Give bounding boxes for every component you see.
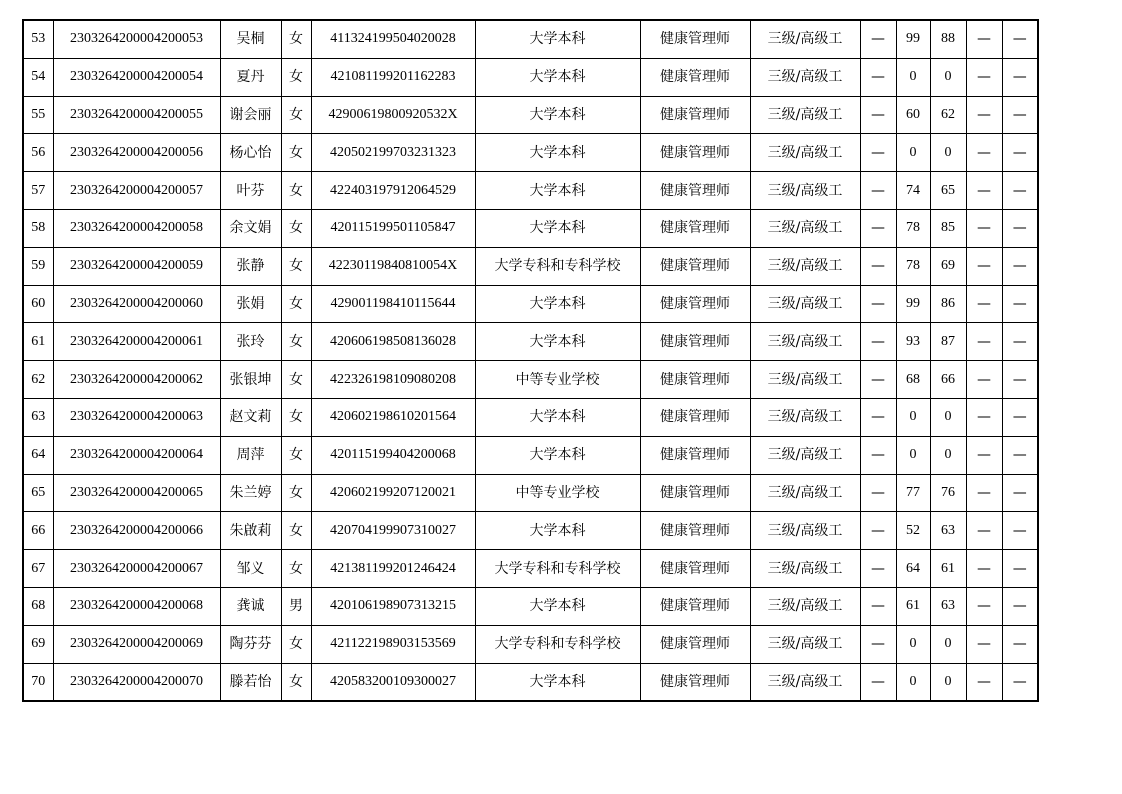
score-d-cell: — (966, 323, 1002, 361)
theory-score-cell: 68 (896, 361, 930, 399)
name-cell: 夏丹 (220, 58, 281, 96)
score-e-cell: — (1002, 58, 1038, 96)
education-cell: 大学本科 (475, 398, 640, 436)
occupation-cell: 健康管理师 (640, 134, 750, 172)
id-number-cell: 411324199504020028 (311, 20, 475, 58)
score-e-cell: — (1002, 398, 1038, 436)
score-d-cell: — (966, 58, 1002, 96)
occupation-cell: 健康管理师 (640, 474, 750, 512)
occupation-cell: 健康管理师 (640, 436, 750, 474)
education-cell: 中等专业学校 (475, 474, 640, 512)
id-number-cell: 42900619800920532X (311, 96, 475, 134)
gender-cell: 女 (281, 58, 311, 96)
score-a-cell: — (860, 20, 896, 58)
id-number-cell: 420115199501105847 (311, 209, 475, 247)
education-cell: 大学本科 (475, 209, 640, 247)
score-e-cell: — (1002, 134, 1038, 172)
score-e-cell: — (1002, 361, 1038, 399)
ticket-number-cell: 2303264200004200064 (53, 436, 220, 474)
score-a-cell: — (860, 398, 896, 436)
level-cell: 三级/高级工 (750, 323, 860, 361)
row-number-cell: 53 (23, 20, 53, 58)
table-row (23, 247, 1038, 285)
score-a-cell: — (860, 285, 896, 323)
theory-score-cell: 93 (896, 323, 930, 361)
occupation-cell: 健康管理师 (640, 323, 750, 361)
score-a-cell: — (860, 134, 896, 172)
id-number-cell: 420502199703231323 (311, 134, 475, 172)
score-e-cell: — (1002, 587, 1038, 625)
table-row (23, 134, 1038, 172)
occupation-cell: 健康管理师 (640, 625, 750, 663)
occupation-cell: 健康管理师 (640, 247, 750, 285)
level-cell: 三级/高级工 (750, 58, 860, 96)
theory-score-cell: 60 (896, 96, 930, 134)
id-number-cell: 420704199907310027 (311, 512, 475, 550)
skill-score-cell: 0 (930, 58, 966, 96)
score-a-cell: — (860, 663, 896, 701)
ticket-number-cell: 2303264200004200062 (53, 361, 220, 399)
gender-cell: 女 (281, 361, 311, 399)
theory-score-cell: 99 (896, 285, 930, 323)
table-row (23, 285, 1038, 323)
theory-score-cell: 74 (896, 172, 930, 210)
table-row (23, 512, 1038, 550)
ticket-number-cell: 2303264200004200056 (53, 134, 220, 172)
gender-cell: 女 (281, 625, 311, 663)
gender-cell: 女 (281, 209, 311, 247)
gender-cell: 女 (281, 663, 311, 701)
score-a-cell: — (860, 587, 896, 625)
score-e-cell: — (1002, 663, 1038, 701)
name-cell: 余文娟 (220, 209, 281, 247)
theory-score-cell: 64 (896, 550, 930, 588)
row-number-cell: 59 (23, 247, 53, 285)
score-e-cell: — (1002, 96, 1038, 134)
table-row (23, 96, 1038, 134)
education-cell: 大学本科 (475, 20, 640, 58)
occupation-cell: 健康管理师 (640, 20, 750, 58)
gender-cell: 女 (281, 474, 311, 512)
score-d-cell: — (966, 398, 1002, 436)
row-number-cell: 65 (23, 474, 53, 512)
row-number-cell: 63 (23, 398, 53, 436)
id-number-cell: 420602199207120021 (311, 474, 475, 512)
ticket-number-cell: 2303264200004200065 (53, 474, 220, 512)
score-d-cell: — (966, 20, 1002, 58)
education-cell: 大学本科 (475, 172, 640, 210)
skill-score-cell: 0 (930, 134, 966, 172)
occupation-cell: 健康管理师 (640, 361, 750, 399)
score-e-cell: — (1002, 550, 1038, 588)
level-cell: 三级/高级工 (750, 587, 860, 625)
occupation-cell: 健康管理师 (640, 58, 750, 96)
theory-score-cell: 52 (896, 512, 930, 550)
table-row (23, 436, 1038, 474)
score-a-cell: — (860, 323, 896, 361)
name-cell: 陶芬芬 (220, 625, 281, 663)
ticket-number-cell: 2303264200004200069 (53, 625, 220, 663)
name-cell: 吴桐 (220, 20, 281, 58)
ticket-number-cell: 2303264200004200053 (53, 20, 220, 58)
skill-score-cell: 76 (930, 474, 966, 512)
gender-cell: 女 (281, 398, 311, 436)
row-number-cell: 54 (23, 58, 53, 96)
score-d-cell: — (966, 172, 1002, 210)
gender-cell: 女 (281, 285, 311, 323)
skill-score-cell: 86 (930, 285, 966, 323)
id-number-cell: 421122198903153569 (311, 625, 475, 663)
name-cell: 张静 (220, 247, 281, 285)
education-cell: 大学专科和专科学校 (475, 550, 640, 588)
skill-score-cell: 61 (930, 550, 966, 588)
skill-score-cell: 65 (930, 172, 966, 210)
name-cell: 邹义 (220, 550, 281, 588)
skill-score-cell: 63 (930, 587, 966, 625)
name-cell: 张娟 (220, 285, 281, 323)
score-e-cell: — (1002, 20, 1038, 58)
education-cell: 大学本科 (475, 58, 640, 96)
theory-score-cell: 78 (896, 209, 930, 247)
gender-cell: 女 (281, 436, 311, 474)
education-cell: 大学本科 (475, 285, 640, 323)
skill-score-cell: 0 (930, 398, 966, 436)
level-cell: 三级/高级工 (750, 663, 860, 701)
theory-score-cell: 0 (896, 134, 930, 172)
candidate-table (22, 19, 1039, 702)
name-cell: 张玲 (220, 323, 281, 361)
score-d-cell: — (966, 436, 1002, 474)
score-e-cell: — (1002, 474, 1038, 512)
table-row (23, 172, 1038, 210)
row-number-cell: 60 (23, 285, 53, 323)
name-cell: 谢会丽 (220, 96, 281, 134)
theory-score-cell: 0 (896, 663, 930, 701)
score-d-cell: — (966, 474, 1002, 512)
skill-score-cell: 87 (930, 323, 966, 361)
theory-score-cell: 99 (896, 20, 930, 58)
table-row (23, 625, 1038, 663)
gender-cell: 女 (281, 20, 311, 58)
occupation-cell: 健康管理师 (640, 398, 750, 436)
table-row (23, 58, 1038, 96)
level-cell: 三级/高级工 (750, 172, 860, 210)
score-a-cell: — (860, 58, 896, 96)
id-number-cell: 42230119840810054X (311, 247, 475, 285)
score-a-cell: — (860, 247, 896, 285)
occupation-cell: 健康管理师 (640, 512, 750, 550)
name-cell: 叶芬 (220, 172, 281, 210)
occupation-cell: 健康管理师 (640, 663, 750, 701)
education-cell: 中等专业学校 (475, 361, 640, 399)
row-number-cell: 68 (23, 587, 53, 625)
theory-score-cell: 0 (896, 58, 930, 96)
gender-cell: 女 (281, 550, 311, 588)
level-cell: 三级/高级工 (750, 436, 860, 474)
ticket-number-cell: 2303264200004200063 (53, 398, 220, 436)
score-d-cell: — (966, 625, 1002, 663)
skill-score-cell: 62 (930, 96, 966, 134)
occupation-cell: 健康管理师 (640, 96, 750, 134)
row-number-cell: 58 (23, 209, 53, 247)
id-number-cell: 422326198109080208 (311, 361, 475, 399)
level-cell: 三级/高级工 (750, 134, 860, 172)
table-row (23, 663, 1038, 701)
occupation-cell: 健康管理师 (640, 587, 750, 625)
education-cell: 大学专科和专科学校 (475, 625, 640, 663)
level-cell: 三级/高级工 (750, 512, 860, 550)
gender-cell: 女 (281, 247, 311, 285)
education-cell: 大学本科 (475, 96, 640, 134)
theory-score-cell: 0 (896, 398, 930, 436)
theory-score-cell: 78 (896, 247, 930, 285)
score-d-cell: — (966, 134, 1002, 172)
row-number-cell: 57 (23, 172, 53, 210)
id-number-cell: 420115199404200068 (311, 436, 475, 474)
ticket-number-cell: 2303264200004200054 (53, 58, 220, 96)
theory-score-cell: 77 (896, 474, 930, 512)
score-e-cell: — (1002, 625, 1038, 663)
score-d-cell: — (966, 361, 1002, 399)
ticket-number-cell: 2303264200004200067 (53, 550, 220, 588)
table-row (23, 20, 1038, 58)
table-row (23, 323, 1038, 361)
row-number-cell: 55 (23, 96, 53, 134)
score-a-cell: — (860, 361, 896, 399)
skill-score-cell: 0 (930, 663, 966, 701)
name-cell: 赵文莉 (220, 398, 281, 436)
education-cell: 大学本科 (475, 587, 640, 625)
score-e-cell: — (1002, 512, 1038, 550)
table-row (23, 474, 1038, 512)
education-cell: 大学本科 (475, 512, 640, 550)
score-d-cell: — (966, 512, 1002, 550)
table-row (23, 587, 1038, 625)
name-cell: 杨心怡 (220, 134, 281, 172)
level-cell: 三级/高级工 (750, 96, 860, 134)
row-number-cell: 70 (23, 663, 53, 701)
score-e-cell: — (1002, 285, 1038, 323)
name-cell: 周萍 (220, 436, 281, 474)
level-cell: 三级/高级工 (750, 361, 860, 399)
name-cell: 张银坤 (220, 361, 281, 399)
score-a-cell: — (860, 512, 896, 550)
theory-score-cell: 61 (896, 587, 930, 625)
score-e-cell: — (1002, 209, 1038, 247)
gender-cell: 女 (281, 172, 311, 210)
score-d-cell: — (966, 663, 1002, 701)
ticket-number-cell: 2303264200004200059 (53, 247, 220, 285)
occupation-cell: 健康管理师 (640, 209, 750, 247)
row-number-cell: 61 (23, 323, 53, 361)
theory-score-cell: 0 (896, 436, 930, 474)
name-cell: 滕若怡 (220, 663, 281, 701)
name-cell: 龚诚 (220, 587, 281, 625)
score-e-cell: — (1002, 323, 1038, 361)
id-number-cell: 429001198410115644 (311, 285, 475, 323)
id-number-cell: 422403197912064529 (311, 172, 475, 210)
score-e-cell: — (1002, 247, 1038, 285)
score-a-cell: — (860, 436, 896, 474)
score-d-cell: — (966, 285, 1002, 323)
score-a-cell: — (860, 96, 896, 134)
ticket-number-cell: 2303264200004200068 (53, 587, 220, 625)
ticket-number-cell: 2303264200004200057 (53, 172, 220, 210)
level-cell: 三级/高级工 (750, 209, 860, 247)
gender-cell: 男 (281, 587, 311, 625)
ticket-number-cell: 2303264200004200066 (53, 512, 220, 550)
ticket-number-cell: 2303264200004200055 (53, 96, 220, 134)
occupation-cell: 健康管理师 (640, 285, 750, 323)
level-cell: 三级/高级工 (750, 247, 860, 285)
table-body (23, 20, 1038, 701)
level-cell: 三级/高级工 (750, 625, 860, 663)
score-d-cell: — (966, 247, 1002, 285)
education-cell: 大学本科 (475, 134, 640, 172)
score-d-cell: — (966, 587, 1002, 625)
skill-score-cell: 88 (930, 20, 966, 58)
gender-cell: 女 (281, 134, 311, 172)
ticket-number-cell: 2303264200004200058 (53, 209, 220, 247)
id-number-cell: 420106198907313215 (311, 587, 475, 625)
id-number-cell: 421081199201162283 (311, 58, 475, 96)
name-cell: 朱兰婷 (220, 474, 281, 512)
score-a-cell: — (860, 550, 896, 588)
row-number-cell: 66 (23, 512, 53, 550)
row-number-cell: 62 (23, 361, 53, 399)
id-number-cell: 420606198508136028 (311, 323, 475, 361)
ticket-number-cell: 2303264200004200070 (53, 663, 220, 701)
row-number-cell: 56 (23, 134, 53, 172)
row-number-cell: 67 (23, 550, 53, 588)
education-cell: 大学本科 (475, 663, 640, 701)
score-d-cell: — (966, 550, 1002, 588)
level-cell: 三级/高级工 (750, 550, 860, 588)
id-number-cell: 420583200109300027 (311, 663, 475, 701)
skill-score-cell: 0 (930, 436, 966, 474)
occupation-cell: 健康管理师 (640, 550, 750, 588)
education-cell: 大学本科 (475, 323, 640, 361)
score-a-cell: — (860, 209, 896, 247)
id-number-cell: 420602198610201564 (311, 398, 475, 436)
level-cell: 三级/高级工 (750, 20, 860, 58)
skill-score-cell: 85 (930, 209, 966, 247)
id-number-cell: 421381199201246424 (311, 550, 475, 588)
score-e-cell: — (1002, 436, 1038, 474)
occupation-cell: 健康管理师 (640, 172, 750, 210)
education-cell: 大学本科 (475, 436, 640, 474)
gender-cell: 女 (281, 96, 311, 134)
skill-score-cell: 66 (930, 361, 966, 399)
score-e-cell: — (1002, 172, 1038, 210)
theory-score-cell: 0 (896, 625, 930, 663)
name-cell: 朱啟莉 (220, 512, 281, 550)
gender-cell: 女 (281, 323, 311, 361)
score-a-cell: — (860, 172, 896, 210)
skill-score-cell: 63 (930, 512, 966, 550)
score-d-cell: — (966, 96, 1002, 134)
table-row (23, 361, 1038, 399)
level-cell: 三级/高级工 (750, 474, 860, 512)
row-number-cell: 69 (23, 625, 53, 663)
table-row (23, 550, 1038, 588)
row-number-cell: 64 (23, 436, 53, 474)
level-cell: 三级/高级工 (750, 285, 860, 323)
table-row (23, 209, 1038, 247)
score-a-cell: — (860, 625, 896, 663)
table-row (23, 398, 1038, 436)
level-cell: 三级/高级工 (750, 398, 860, 436)
ticket-number-cell: 2303264200004200061 (53, 323, 220, 361)
gender-cell: 女 (281, 512, 311, 550)
ticket-number-cell: 2303264200004200060 (53, 285, 220, 323)
skill-score-cell: 0 (930, 625, 966, 663)
score-d-cell: — (966, 209, 1002, 247)
score-a-cell: — (860, 474, 896, 512)
skill-score-cell: 69 (930, 247, 966, 285)
education-cell: 大学专科和专科学校 (475, 247, 640, 285)
